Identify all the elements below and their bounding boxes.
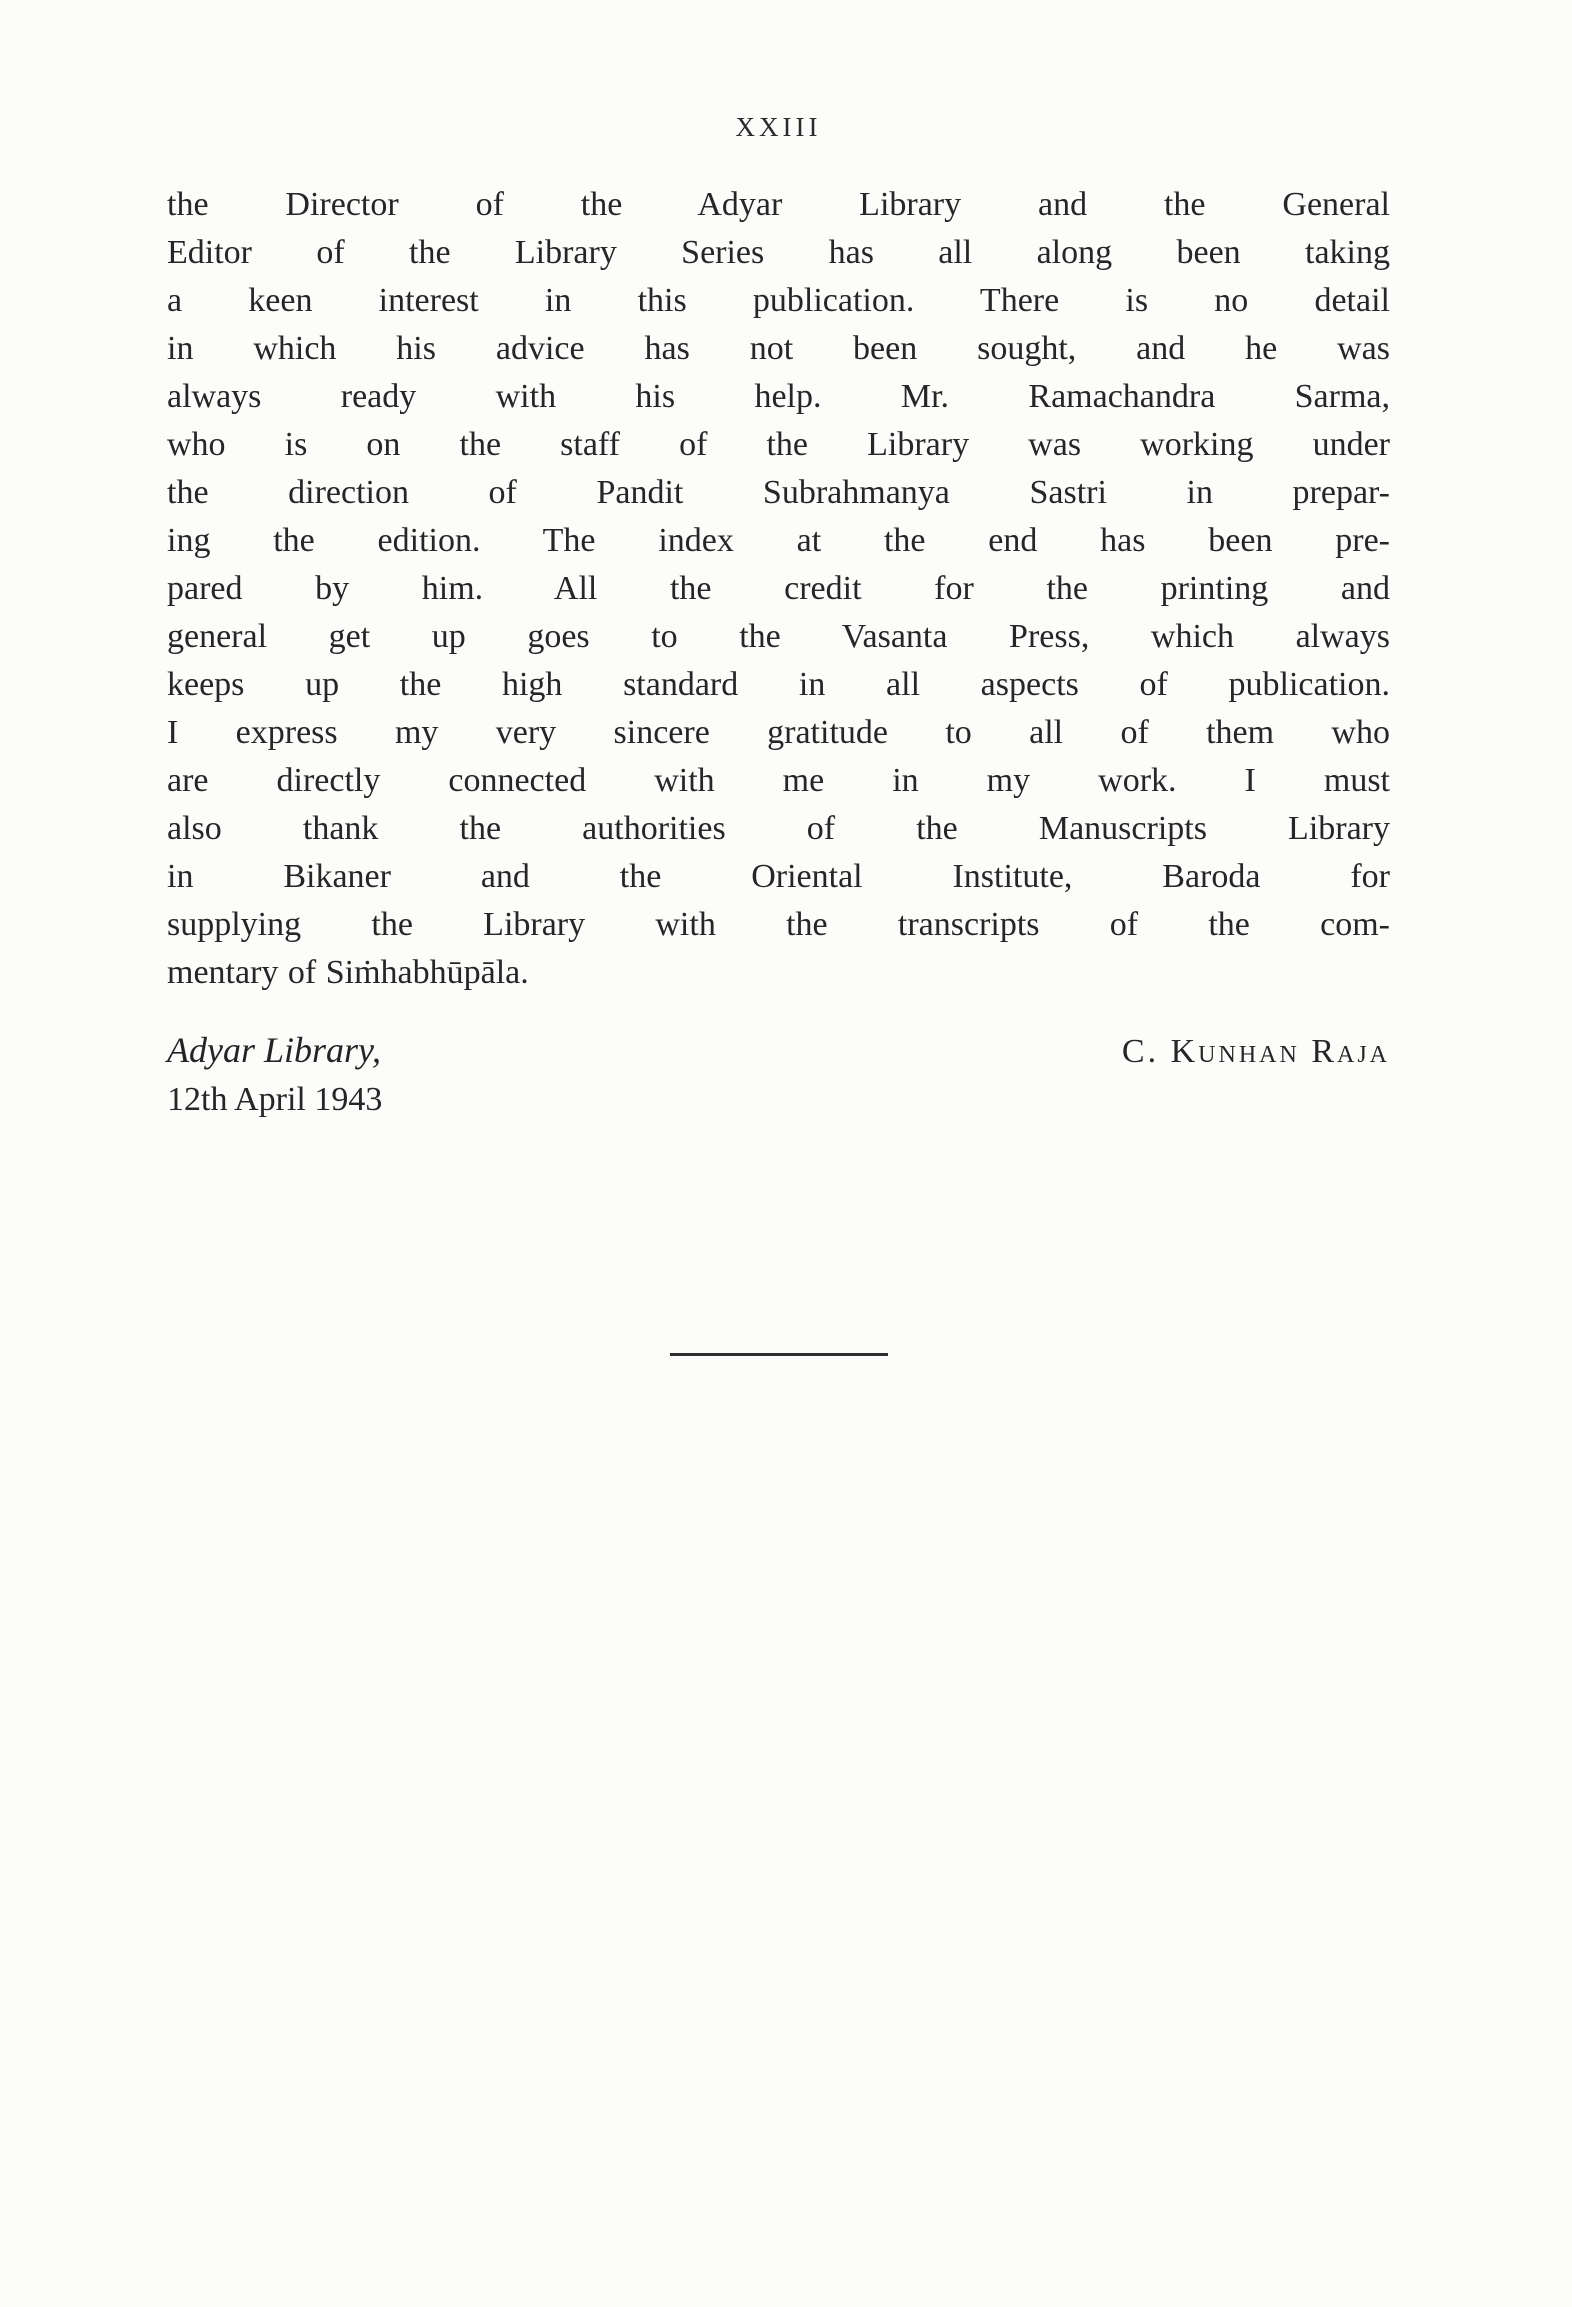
text-line: general get up goes to the Vasanta Press, which always bbox=[167, 618, 1390, 655]
text-line: in Bikaner and the Oriental Institute, Baroda for bbox=[167, 858, 1390, 895]
text-line: who is on the staff of the Library was working under bbox=[167, 426, 1390, 463]
signature-date: 12th April 1943 bbox=[167, 1081, 383, 1118]
end-rule bbox=[670, 1353, 888, 1356]
text-line: Editor of the Library Series has all along been taking bbox=[167, 234, 1390, 271]
text-line: mentary of Siṁhabhūpāla. bbox=[167, 954, 529, 991]
text-line: a keen interest in this publication. There is no detail bbox=[167, 282, 1390, 319]
signature-author: C. Kunhan Raja bbox=[1121, 1033, 1390, 1070]
page-number: XXIII bbox=[735, 112, 822, 142]
text-line: I express my very sincere gratitude to all of them who bbox=[167, 714, 1390, 751]
text-line: are directly connected with me in my work. I must bbox=[167, 762, 1390, 799]
text-line: ing the edition. The index at the end has been pre- bbox=[167, 522, 1390, 559]
signature-place: Adyar Library, bbox=[167, 1030, 382, 1070]
text-line: supplying the Library with the transcripts of the com- bbox=[167, 906, 1390, 943]
signature-left bbox=[167, 1025, 382, 1125]
text-line: the direction of Pandit Subrahmanya Sastri in prepar- bbox=[167, 474, 1390, 511]
text-line: the Director of the Adyar Library and the General bbox=[167, 186, 1390, 223]
text-line: in which his advice has not been sought, and he was bbox=[167, 330, 1390, 367]
text-line: pared by him. All the credit for the printing and bbox=[167, 570, 1390, 607]
text-line: also thank the authorities of the Manuscripts Library bbox=[167, 810, 1390, 847]
text-line: always ready with his help. Mr. Ramachandra Sarma, bbox=[167, 378, 1390, 415]
body-text bbox=[167, 181, 1390, 997]
signature-block bbox=[167, 1025, 1390, 1125]
text-line: keeps up the high standard in all aspects of publication. bbox=[167, 666, 1390, 703]
